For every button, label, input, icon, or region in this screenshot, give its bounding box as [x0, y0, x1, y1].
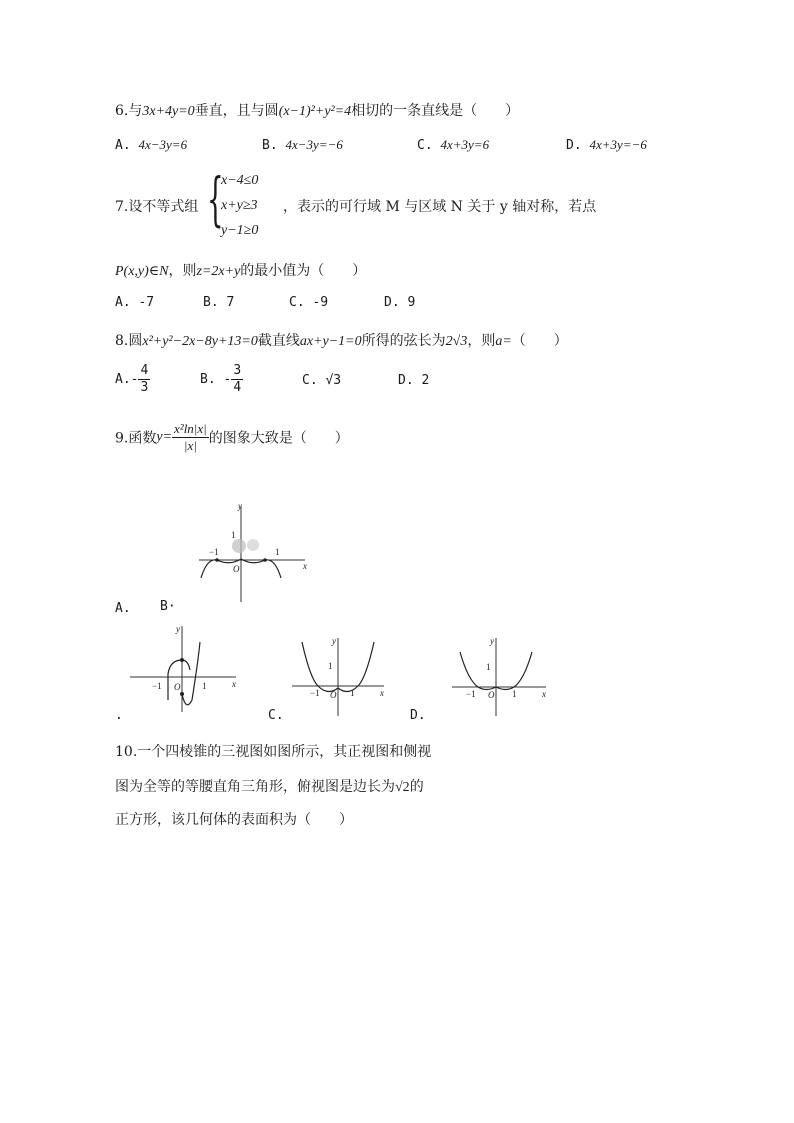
q8-option-b-fraction — [231, 363, 243, 396]
q10-root: √2 — [395, 780, 410, 795]
q7-system — [221, 168, 258, 243]
q9-option-b-label[interactable]: B· — [160, 599, 176, 614]
graph-a-tick-neg1: −1 — [209, 547, 219, 557]
q9-y-eq: y= — [156, 429, 173, 445]
q6-option-a[interactable] — [115, 137, 187, 153]
graph-a-origin: O — [233, 564, 240, 574]
q7-option-a-value: -7 — [138, 295, 155, 310]
q9-prefix: 9.函数 — [115, 430, 157, 447]
q7-line2-suffix: 的最小值为（ ） — [240, 263, 367, 279]
q6-option-c-label: C. — [417, 138, 433, 153]
q10-line2-a: 图为全等的等腰直角三角形，俯视图是边长为 — [115, 779, 395, 795]
q9-fraction — [172, 421, 209, 454]
q7-option-d-value: 9 — [407, 295, 416, 310]
q7-option-c-label: C. — [289, 295, 305, 310]
q10-line2-b: 的 — [409, 779, 424, 795]
q7-z-expr: z=2x+y — [196, 264, 241, 279]
q8-option-a-sign: - — [130, 372, 139, 387]
graph-d — [450, 634, 550, 719]
q8-a-eq: a= — [495, 334, 512, 349]
graph-c-origin: O — [330, 690, 337, 700]
q9-numerator: x²ln|x| — [174, 421, 207, 436]
q7-prefix: 7.设不等式组 — [115, 199, 199, 215]
q6-prefix: 6.与 — [115, 103, 143, 119]
q7-line2 — [115, 260, 366, 280]
q8-option-d[interactable] — [398, 373, 429, 388]
q7-system-brace: { — [207, 165, 224, 233]
q6-suffix: 相切的一条直线是（ ） — [351, 103, 520, 119]
graph-a-point-1 — [263, 558, 267, 562]
graph-c — [288, 634, 388, 719]
graph-d-x-label: x — [542, 689, 546, 699]
graph-b-point-bottom — [180, 692, 184, 696]
q6-option-d-eq: 4x+3y=−6 — [589, 137, 647, 152]
q6-option-d-label: D. — [566, 138, 582, 153]
graph-b-tick-1: 1 — [202, 681, 207, 691]
q8-mid: 截直线 — [257, 333, 300, 349]
graph-a-tick-1y: 1 — [231, 530, 236, 540]
graph-d-tick-neg1: −1 — [466, 689, 476, 699]
q8-line-eq: ax+y−1=0 — [299, 334, 362, 349]
q7-option-a-label: A. — [115, 295, 131, 310]
q8-circle-eq: x²+y²−2x−8y+13=0 — [142, 334, 258, 349]
graph-c-tick-1: 1 — [350, 688, 355, 698]
q8-option-a-fraction — [138, 363, 150, 396]
graph-b — [128, 622, 243, 714]
q6-option-b[interactable] — [262, 137, 343, 153]
q6-option-d[interactable] — [566, 137, 647, 153]
q7-option-c[interactable] — [289, 295, 328, 310]
graph-a — [195, 500, 315, 605]
graph-b-origin: O — [174, 682, 181, 692]
graph-a-tick-1: 1 — [275, 547, 280, 557]
graph-b-x-label: x — [232, 679, 236, 689]
q7-ineq-3: y−1≥0 — [221, 223, 259, 238]
graph-b-y-label: y — [176, 624, 180, 634]
q8-suffix: ，则 — [467, 333, 496, 349]
q8-stem — [115, 330, 568, 350]
q8-option-c[interactable] — [302, 373, 341, 388]
graph-a-point-neg1 — [215, 558, 219, 562]
graph-b-tick-neg1: −1 — [152, 681, 162, 691]
q7-option-b-value: 7 — [226, 295, 235, 310]
q9-stem — [115, 421, 349, 454]
q8-option-d-value: 2 — [421, 373, 430, 388]
q8-option-a-label: A. — [115, 372, 131, 387]
q6-mid: 垂直，且与圆 — [194, 103, 279, 119]
q9-option-d-label[interactable]: D. — [410, 708, 426, 723]
q6-option-b-label: B. — [262, 138, 278, 153]
graph-c-y-label: y — [332, 636, 336, 646]
q7-line2-mid: ，则 — [168, 263, 197, 279]
graph-a-blur-mark — [232, 539, 246, 553]
q7-ineq-1: x−4≤0 — [221, 173, 259, 188]
q6-option-c-eq: 4x+3y=6 — [440, 137, 490, 152]
q10-line1: 10.一个四棱锥的三视图如图所示，其正视图和侧视 — [115, 744, 432, 760]
graph-c-x-label: x — [380, 688, 384, 698]
q6-option-a-label: A. — [115, 138, 131, 153]
q9-suffix: 的图象大致是（ ） — [208, 430, 349, 447]
q7-option-b-label: B. — [203, 295, 219, 310]
q8-option-a-den: 3 — [140, 380, 149, 395]
graph-b-point-top — [180, 658, 184, 662]
q8-option-b-sign: - — [223, 372, 232, 387]
q8-option-c-label: C. — [302, 373, 318, 388]
graph-d-tick-1: 1 — [512, 689, 517, 699]
q8-chord: 2√3 — [445, 334, 468, 349]
q8-option-b-den: 4 — [233, 380, 242, 395]
graph-d-y-label: y — [490, 636, 494, 646]
q7-ineq-2: x+y≥3 — [221, 198, 258, 213]
q6-option-b-eq: 4x−3y=−6 — [285, 137, 343, 152]
q6-circle-eq: (x−1)²+y²=4 — [278, 104, 352, 119]
q8-option-b[interactable] — [200, 363, 243, 396]
q9-option-c-label[interactable]: C. — [268, 708, 284, 723]
q8-option-b-num: 3 — [233, 363, 242, 378]
q7-suffix: ，表示的可行域 M 与区域 N 关于 y 轴对称，若点 — [283, 199, 597, 215]
q9-denominator: |x| — [183, 438, 197, 453]
graph-b-curve-right — [182, 642, 200, 705]
q7-option-a[interactable] — [115, 295, 154, 310]
q7-option-d-label: D. — [384, 295, 400, 310]
q8-option-d-label: D. — [398, 373, 414, 388]
q8-option-a[interactable] — [115, 363, 150, 396]
q8-option-b-label: B. — [200, 372, 216, 387]
q8-mid2: 所得的弦长为 — [361, 333, 446, 349]
q6-option-a-eq: 4x−3y=6 — [138, 137, 188, 152]
q8-option-a-num: 4 — [140, 363, 149, 378]
graph-b-curve-left — [168, 660, 190, 700]
graph-a-x-label: x — [303, 561, 307, 571]
graph-d-origin: O — [488, 690, 495, 700]
graph-d-tick-1y: 1 — [486, 662, 491, 672]
q7-option-b[interactable] — [203, 295, 234, 310]
q10-line2 — [115, 776, 424, 796]
q9-option-a-label[interactable]: A. — [115, 601, 131, 616]
q6-option-c[interactable] — [417, 137, 489, 153]
q6-line-eq: 3x+4y=0 — [142, 104, 195, 119]
graph-c-tick-neg1: −1 — [310, 688, 320, 698]
graph-a-y-label: y — [238, 501, 242, 511]
q8-prefix: 8.圆 — [115, 333, 143, 349]
q6-stem — [115, 100, 519, 120]
graph-c-tick-1y: 1 — [328, 661, 333, 671]
q8-option-c-value: √3 — [325, 373, 342, 388]
q7-option-d[interactable] — [384, 295, 415, 310]
q7-point: P(x,y)∈N — [115, 264, 169, 279]
q10-line3: 正方形，该几何体的表面积为（ ） — [115, 812, 353, 828]
q9-option-b-dot[interactable]: . — [115, 708, 123, 723]
q8-paren: （ ） — [511, 333, 568, 349]
graph-a-blur-mark-2 — [247, 539, 259, 551]
q7-option-c-value: -9 — [312, 295, 329, 310]
